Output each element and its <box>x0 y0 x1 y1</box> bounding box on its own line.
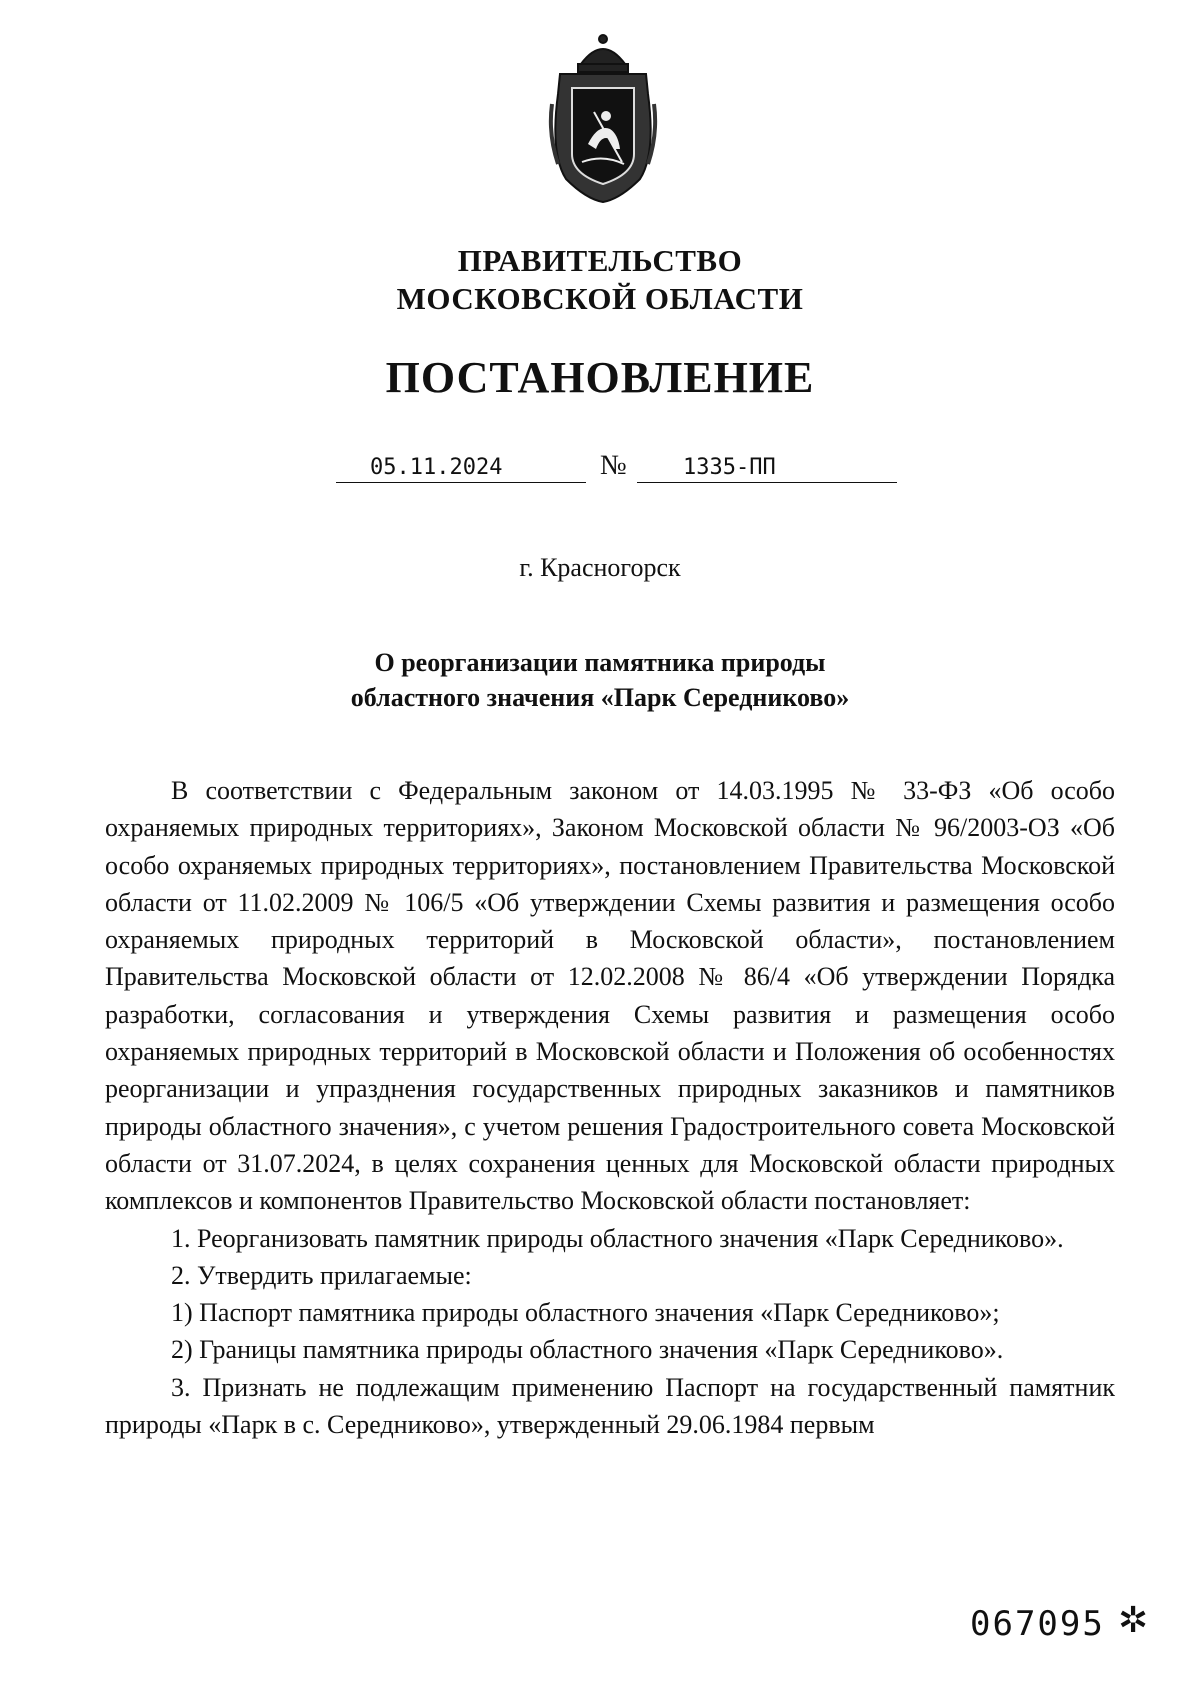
preamble-paragraph: В соответствии с Федеральным законом от 14.03.1995 № 33-ФЗ «Об особо охраняемых природных территориях», Законом Московской области № 96/2003-ОЗ «Об особо охраняемых природных территориях», постановлением Правительства Московской области от 11.02.2009 № 106/5 «Об утверждении Схемы развития и размещения особо охраняемых природных территорий в Московской области», постановлением Правительства Московской области от 12.02.2008 № 86/4 «Об утверждении Порядка разработки, согласования и утверждения Схемы развития и размещения особо охраняемых природных территорий в Московской области и Положения об особенностях реорганизации и упразднения государственных природных заказников и памятников природы областного значения», с учетом решения Градостроительного совета Московской области от 31.07.2024, в целях сохранения ценных для Московской области природных комплексов и компонентов Правительство Московской области постановляет: <box>105 776 1115 1216</box>
government-name-line1: ПРАВИТЕЛЬСТВО <box>457 243 743 278</box>
city-line: г. Красногорск <box>519 553 681 582</box>
asterisk-mark: ✲ <box>1118 1600 1149 1641</box>
subject-line1: О реорганизации памятника природы <box>374 648 826 677</box>
item-2-1-paragraph: 1) Паспорт памятника природы областного значения «Парк Середниково»; <box>171 1298 1000 1328</box>
number-sign: № <box>600 450 627 481</box>
item-1-paragraph: 1. Реорганизовать памятник природы областного значения «Парк Середниково». <box>171 1223 1064 1253</box>
number-field <box>637 448 897 483</box>
document-type-title: ПОСТАНОВЛЕНИЕ <box>385 353 815 402</box>
item-3-paragraph: 3. Признать не подлежащим применению Паспорт на государственный памятник природы «Парк в с. Середниково», утвержденный 29.06.1984 первым <box>105 1372 1115 1440</box>
subject-line2: областного значения «Парк Середниково» <box>350 683 850 712</box>
date-field <box>336 448 586 483</box>
government-name-line2: МОСКОВСКОЙ ОБЛАСТИ <box>396 281 804 316</box>
registration-row <box>0 448 1200 488</box>
item-2-2-paragraph: 2) Границы памятника природы областного значения «Парк Середниково». <box>171 1335 1004 1365</box>
body-text <box>105 772 1115 1443</box>
document-number: 1335-ПП <box>683 455 776 480</box>
serial-number: 067095 <box>970 1604 1105 1644</box>
item-2-paragraph: 2. Утвердить прилагаемые: <box>171 1260 472 1290</box>
document-date: 05.11.2024 <box>370 455 503 480</box>
coat-of-arms-emblem <box>548 34 658 204</box>
